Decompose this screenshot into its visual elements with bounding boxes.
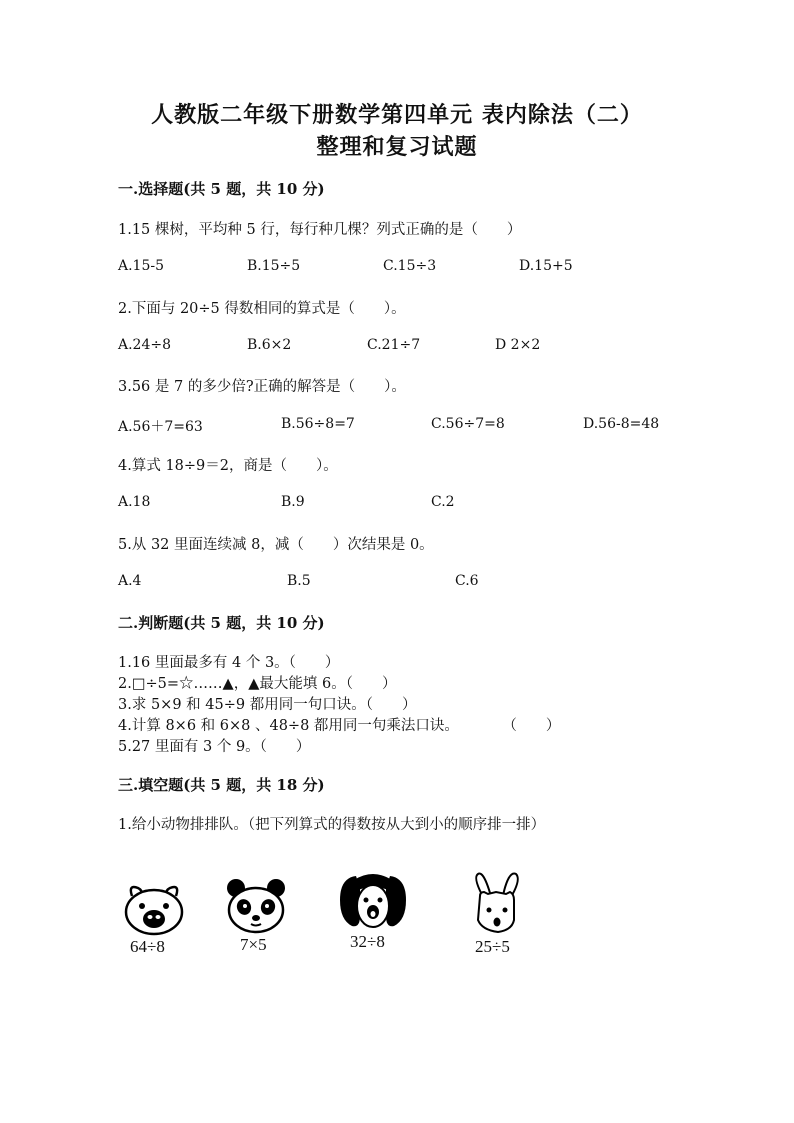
- dog-expression: 32÷8: [350, 932, 385, 951]
- option-c: C.6: [455, 573, 479, 589]
- section-heading-choice: 一.选择题(共 5 题，共 10 分): [118, 180, 325, 198]
- page-subtitle: 整理和复习试题: [316, 134, 478, 160]
- option-a: A.56＋7=63: [118, 419, 203, 435]
- option-a: A.18: [118, 494, 151, 510]
- rabbit-face-icon: [468, 872, 524, 936]
- option-a: A.24÷8: [118, 337, 172, 353]
- rabbit-expression: 25÷5: [475, 937, 510, 956]
- question-text: 4.算式 18÷9＝2，商是（ ）。: [118, 458, 338, 474]
- option-d: D.56-8=48: [583, 416, 660, 432]
- section-heading-fill: 三.填空题(共 5 题，共 18 分): [118, 776, 325, 794]
- option-d: D 2×2: [495, 337, 541, 353]
- pig-face-icon: [122, 880, 186, 938]
- question-text: 3.56 是 7 的多少倍?正确的解答是（ ）。: [118, 379, 406, 395]
- judge-item: 3.求 5×9 和 45÷9 都用同一句口诀。（ ）: [118, 697, 417, 713]
- judge-item: 5.27 里面有 3 个 9。（ ）: [118, 739, 311, 755]
- question-text: 1.15 棵树，平均种 5 行，每行种几棵？列式正确的是（ ）: [118, 222, 522, 238]
- option-d: D.15+5: [519, 258, 573, 274]
- question-text: 5.从 32 里面连续减 8，减（ ）次结果是 0。: [118, 537, 434, 553]
- option-b: B.5: [287, 573, 311, 589]
- pig-expression: 64÷8: [130, 937, 165, 956]
- option-c: C.15÷3: [383, 258, 437, 274]
- option-b: B.15÷5: [247, 258, 301, 274]
- option-c: C.2: [431, 494, 455, 510]
- question-text: 1.给小动物排排队。（把下列算式的得数按从大到小的顺序排一排）: [118, 817, 546, 833]
- judge-item: 2.□÷5=☆……▲，▲最大能填 6。（ ）: [118, 676, 397, 692]
- panda-expression: 7×5: [240, 935, 267, 954]
- judge-item: 1.16 里面最多有 4 个 3。（ ）: [118, 655, 340, 671]
- question-text: 2.下面与 20÷5 得数相同的算式是（ ）。: [118, 301, 406, 317]
- page-title: 人教版二年级下册数学第四单元 表内除法（二）: [151, 102, 643, 128]
- option-b: B.56÷8=7: [281, 416, 355, 432]
- judge-item: 4.计算 8×6 和 6×8 、48÷8 都用同一句乘法口诀。 （ ）: [118, 718, 561, 734]
- option-c: C.21÷7: [367, 337, 421, 353]
- section-heading-judge: 二.判断题(共 5 题，共 10 分): [118, 614, 325, 632]
- option-a: A.15-5: [118, 258, 165, 274]
- option-b: B.9: [281, 494, 305, 510]
- option-b: B.6×2: [247, 337, 292, 353]
- panda-face-icon: [224, 876, 288, 936]
- option-a: A.4: [118, 573, 142, 589]
- dog-face-icon: [336, 870, 410, 932]
- option-c: C.56÷7=8: [431, 416, 505, 432]
